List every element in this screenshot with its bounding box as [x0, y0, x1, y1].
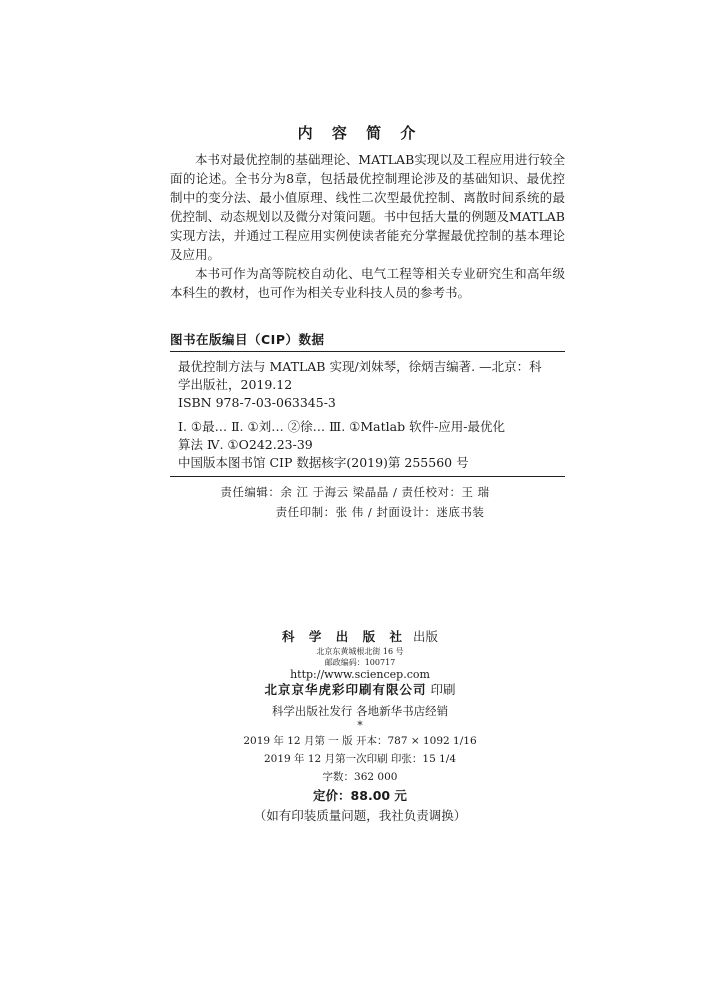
- price: 定价：88.00 元: [313, 788, 407, 803]
- printer-name: 北京京华虎彩印刷有限公司: [264, 682, 427, 697]
- cip-isbn: ISBN 978-7-03-063345-3: [178, 395, 336, 410]
- distribution-line: 科学出版社发行 各地新华书店经销: [271, 704, 449, 718]
- publisher-suffix: 出版: [412, 629, 438, 644]
- editor-credits: [0, 482, 720, 522]
- cip-classification: 算法 Ⅳ. ①O242.23-39: [178, 437, 313, 452]
- intro-title: 内 容 简 介: [297, 124, 423, 142]
- publisher-url: http://www.sciencep.com: [290, 668, 430, 681]
- publication-info: [0, 628, 720, 826]
- word-count: 字数：362 000: [322, 771, 398, 783]
- printer-line: [0, 681, 720, 699]
- cip-title-line: 最优控制方法与 MATLAB 实现/刘妹琴，徐炳吉编著. —北京：科: [178, 359, 542, 374]
- printer-suffix: 印刷: [430, 682, 456, 697]
- cip-classification: Ⅰ. ①最… Ⅱ. ①刘… ②徐… Ⅲ. ①Matlab 软件-应用-最优化: [178, 419, 506, 434]
- intro-paragraph: 本书可作为高等院校自动化、电气工程等相关专业研究生和高年级本科生的教材，也可作为相关专业科技人员的参考书。: [170, 266, 565, 300]
- intro-text: [170, 150, 565, 302]
- intro-paragraph: 本书对最优控制的基础理论、MATLAB实现以及工程应用进行较全面的论述。全书分为8章，包括最优控制理论涉及的基础知识、最优控制中的变分法、最小值原理、线性二次型最优控制、离散时间系统的最优控制、动态规划以及微分对策问题。书中包括大量的例题及MATLAB实现方法，并通过工程应用实例使读者能充分掌握最优控制的基本理论及应用。: [170, 152, 565, 262]
- edition-line: 2019 年 12 月第 一 版 开本：787 × 1092 1/16: [243, 735, 477, 747]
- publisher-postcode: 邮政编码：100717: [324, 658, 396, 667]
- publisher-address: 北京东黄城根北街 16 号: [316, 647, 404, 656]
- separator-star: *: [357, 719, 363, 732]
- cip-title-line: 学出版社，2019.12: [178, 377, 293, 392]
- cip-divider: [170, 476, 565, 477]
- cip-record-number: 中国版本图书馆 CIP 数据核字(2019)第 255560 号: [178, 455, 469, 470]
- publisher-line: [0, 628, 720, 646]
- cip-heading: 图书在版编目（CIP）数据: [170, 330, 565, 352]
- cip-block: [170, 330, 565, 477]
- editor-line: 责任印制：张 伟 / 封面设计：迷底书装: [275, 505, 485, 519]
- editor-line: 责任编辑：余 江 于海云 梁晶晶 / 责任校对：王 瑞: [220, 485, 490, 499]
- printing-line: 2019 年 12 月第一次印刷 印张：15 1/4: [263, 753, 457, 765]
- publisher-name: 科 学 出 版 社: [282, 629, 407, 644]
- quality-notice: （如有印装质量问题，我社负责调换）: [253, 808, 467, 823]
- cip-body: [170, 358, 565, 472]
